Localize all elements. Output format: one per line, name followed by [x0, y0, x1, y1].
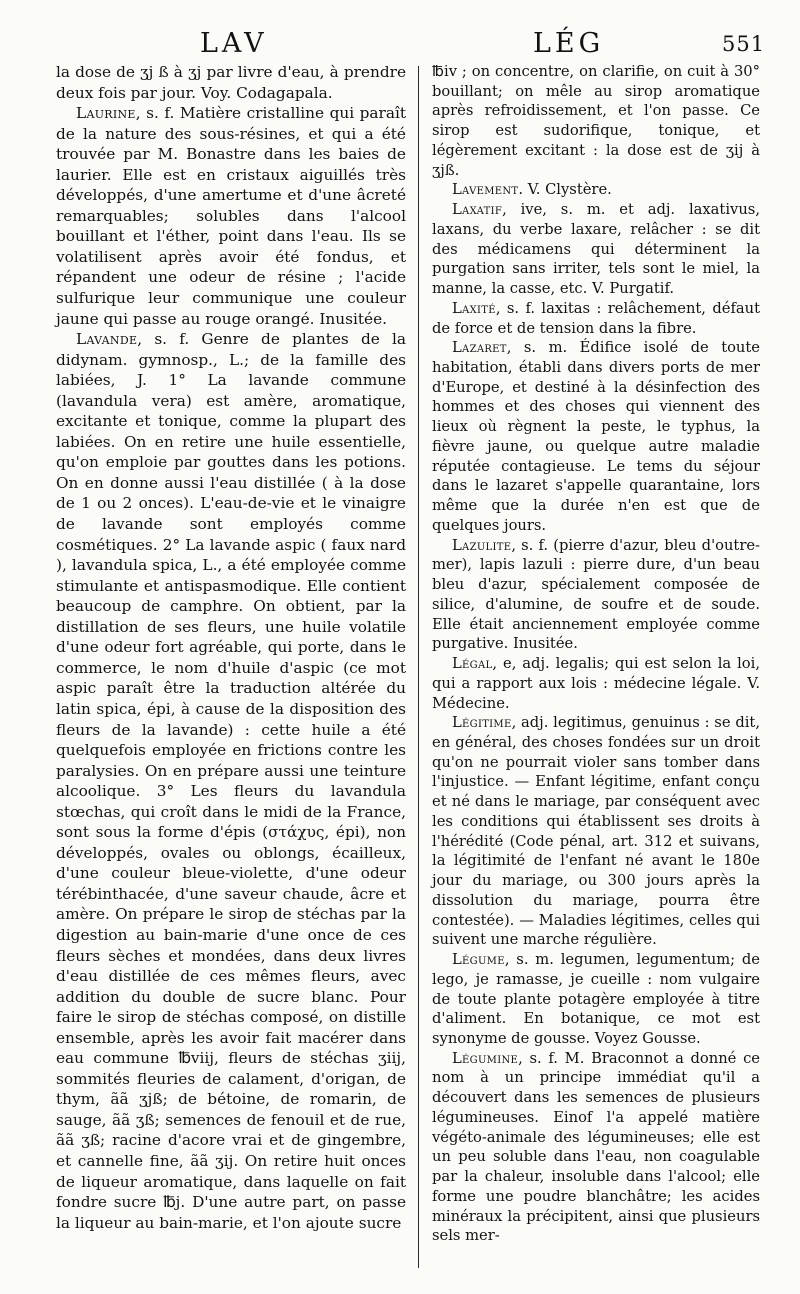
- entry-headword: Laxatif: [452, 201, 503, 219]
- entry-headword: Légumine: [452, 1049, 519, 1067]
- entry-headword: Légal: [452, 655, 493, 673]
- entry-headword: Lazaret: [452, 339, 507, 357]
- page-number: 551: [722, 32, 766, 56]
- dictionary-entry: [432, 536, 760, 654]
- right-column: [432, 62, 760, 1246]
- dictionary-entry: [56, 103, 406, 329]
- continued-text: [432, 62, 760, 180]
- entry-text: , s. f. Genre de plantes de la didynam. gymnosp., L.; de la famille des labiées, J. 1° La lavande commune (lavandula vera) est amère, aromatique, excitante et tonique, comme la plupart des labiées. On en retire une huile essentielle, qu'on emploie par gouttes dans les potions. On en donne aussi l'eau distillée ( à la dose de 1 ou 2 onces). L'eau-de-vie et le vinaigre de lavande sont employés comme cosmétiques. 2° La lavande aspic ( faux nard ), lavandula spica, L., a été employée comme stimulante et antispasmodique. Elle contient beaucoup de camphre. On obtient, par la distillation de ses fleurs, une huile volatile d'une odeur fort agréable, qui porte, dans le commerce, le nom d'huile d'aspic (ce mot aspic paraît être la traduction altérée du latin spica, épi, à cause de la disposition des fleurs de la lavande) : cette huile a été quelquefois employée en frictions contre les paralysies. On en prépare aussi une teinture alcoolique. 3° Les fleurs du lavandula stœchas, qui croît dans le midi de la France, sont sous la forme d'épis (στάχυς, épi), non développés, ovales ou oblongs, écailleux, d'une couleur bleue-violette, d'une odeur térébinthacée, d'une saveur chaude, âcre et amère. On prépare le sirop de stéchas par la digestion au bain-marie d'une once de ces fleurs sèches et mondées, dans deux livres d'eau distillée de ces mêmes fleurs, avec addition du double de sucre blanc. Pour faire le sirop de stéchas composé, on distille ensemble, après les avoir fait macérer dans eau commune ℔viij, fleurs de stéchas ʒiij, sommités fleuries de calament, d'origan, de thym, ãã ʒjß; de bétoine, de romarin, de sauge, ãã ʒß; semences de fenouil et de rue, ãã ʒß; racine d'acore vrai et de gingembre, et cannelle fine, ãã ʒij. On retire huit onces de liqueur aromatique, dans laquelle on fait fondre sucre ℔j. D'une autre part, on passe la liqueur au bain-marie, et l'on ajoute sucre: [56, 330, 406, 1232]
- left-column: [56, 62, 406, 1233]
- dictionary-entry: [432, 950, 760, 1049]
- entry-text: ℔iv ; on concentre, on clarifie, on cuit à 30° bouillant; on mêle au sirop aromatique après refroidissement, et l'on passe. Ce sirop est sudorifique, tonique, et légèrement excitant : la dose est de ʒij à ʒjß.: [432, 63, 760, 179]
- entry-headword: Lavement: [452, 181, 519, 199]
- entry-headword: Laxité: [452, 299, 496, 317]
- entry-headword: Légume: [452, 951, 505, 969]
- dictionary-entry: [432, 180, 760, 200]
- entry-text: , s. f. M. Braconnot a donné ce nom à un principe immédiat qu'il a découvert dans les semences de plusieurs légumineuses. Einof l'a appelé matière végéto-animale des légumineuses; elle est un peu soluble dans l'eau, non coagulable par la chaleur, insoluble dans l'alcool; elle forme une poudre blanchâtre; les acides minéraux la précipitent, ainsi que plusieurs sels mer-: [432, 1049, 760, 1245]
- dictionary-entry: [432, 1049, 760, 1246]
- running-head-center: LÉG: [533, 28, 605, 59]
- entry-headword: Lazulite: [452, 536, 512, 554]
- entry-text: , s. f. laxitas : relâchement, défaut de force et de tension dans la fibre.: [432, 299, 760, 337]
- dictionary-entry: [432, 654, 760, 713]
- entry-text: . V. Clystère.: [518, 181, 612, 199]
- dictionary-entry: [432, 200, 760, 299]
- dictionary-entry: [56, 329, 406, 1233]
- dictionary-entry: [432, 338, 760, 535]
- entry-text: , ive, s. m. et adj. laxativus, laxans, du verbe laxare, relâcher : se dit des médicamens qui déterminent la purgation sans irriter, tels sont le miel, la manne, la casse, etc. V. Purgatif.: [432, 201, 760, 298]
- entry-text: la dose de ʒj ß à ʒj par livre d'eau, à prendre deux fois par jour. Voy. Codagapala.: [56, 63, 406, 102]
- entry-text: , s. f. Matière cristalline qui paraît de la nature des sous-résines, et qui a été trouvée par M. Bonastre dans les baies de laurier. Elle est en cristaux aiguillés très développés, d'une amertume et d'une âcreté remarquables; solubles dans l'alcool bouillant et l'éther, point dans l'eau. Ils se volatilisent après avoir été fondus, et répandent une odeur de résine ; l'acide sulfurique leur communique une couleur jaune qui passe au rouge orangé. Inusitée.: [56, 104, 406, 328]
- entry-text: , s. m. legumen, legumentum; de lego, je ramasse, je cueille : nom vulgaire de toute plante potagère employée à titre d'aliment. En botanique, ce mot est synonyme de gousse. Voyez Gousse.: [432, 951, 760, 1047]
- continued-text: [56, 62, 406, 103]
- entry-headword: Légitime: [452, 714, 512, 732]
- column-divider: [418, 66, 419, 1268]
- dictionary-entry: [432, 713, 760, 950]
- entry-headword: Laurine: [76, 104, 136, 123]
- entry-text: , adj. legitimus, genuinus : se dit, en général, des choses fondées sur un droit qu'on ne pourrait violer sans tomber dans l'injustice. — Enfant légitime, enfant conçu et né dans le mariage, par conséquent avec les conditions qui établissent ses droits à l'hérédité (Code pénal, art. 312 et suivans, la légitimité de l'enfant né avant le 180e jour du mariage, ou 300 jours après la dissolution du mariage, pourra être contestée). — Maladies légitimes, celles qui suivent une marche régulière.: [432, 714, 760, 949]
- entry-headword: Lavande: [76, 330, 138, 349]
- entry-text: , s. f. (pierre d'azur, bleu d'outre-mer), lapis lazuli : pierre dure, d'un beau bleu d'azur, spécialement composée de silice, d'alumine, de soufre et de soude. Elle était anciennement employée comme purgative. Inusitée.: [432, 536, 760, 653]
- dictionary-entry: [432, 299, 760, 338]
- running-head-left: LAV: [200, 28, 268, 59]
- entry-text: , s. m. Édifice isolé de toute habitation, établi dans divers ports de mer d'Europe, et destiné à la désinfection des hommes et des choses qui viennent des lieux où règnent la peste, le typhus, la fièvre jaune, ou quelque autre maladie réputée contagieuse. Le tems du séjour dans le lazaret s'appelle quarantaine, lors même que la durée n'en est que de quelques jours.: [432, 339, 760, 534]
- entry-text: , e, adj. legalis; qui est selon la loi, qui a rapport aux lois : médecine légale. V. Médecine.: [432, 655, 760, 712]
